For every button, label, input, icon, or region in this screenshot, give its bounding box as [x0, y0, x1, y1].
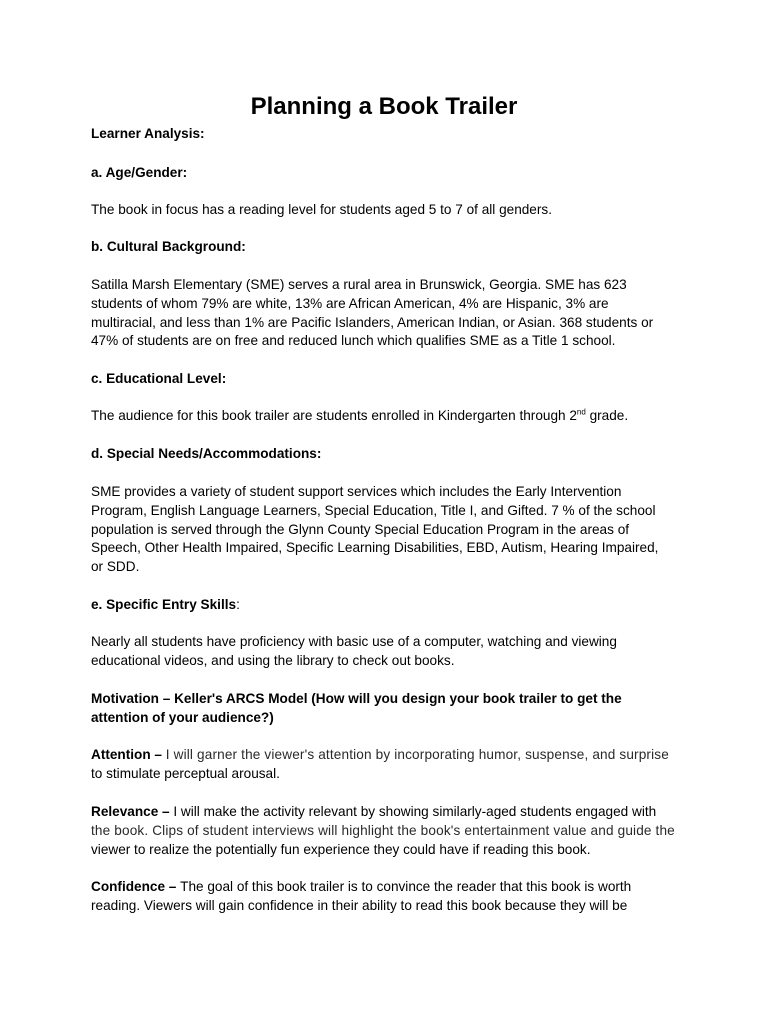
text-segment: grade.	[585, 408, 629, 423]
ordinal-suffix: nd	[576, 407, 586, 417]
text-line: to stimulate perceptual arousal.	[91, 765, 280, 781]
educational-level-heading: c. Educational Level:	[91, 371, 227, 386]
text-line: educational videos, and using the library to check out books.	[91, 652, 455, 668]
motivation-section	[91, 690, 691, 728]
text-segment: I will make the activity relevant by showing similarly-aged students engaged with	[173, 804, 657, 819]
text-line	[91, 803, 691, 822]
relevance-section	[91, 803, 691, 859]
learner-analysis-heading: Learner Analysis:	[91, 126, 205, 141]
text-line	[91, 690, 691, 709]
cultural-background-heading: b. Cultural Background:	[91, 239, 246, 254]
text-line	[91, 746, 691, 765]
attention-label: Attention –	[91, 747, 166, 762]
text-segment: Keller's ARCS Model (How will you design your book trailer to get the	[174, 691, 622, 706]
text-line: students of whom 79% are white, 13% are African American, 4% are Hispanic, 3% are	[91, 295, 609, 311]
text-line	[91, 878, 691, 897]
text-line: Nearly all students have proficiency with basic use of a computer, watching and viewing	[91, 634, 617, 649]
text-line: population is served through the Glynn County Special Education Program in the areas of	[91, 521, 630, 537]
text-line: SME provides a variety of student support services which includes the Early Intervention	[91, 484, 622, 499]
entry-skills-heading	[91, 596, 691, 615]
text-line: reading. Viewers will gain confidence in their ability to read this book because they will be	[91, 897, 628, 913]
text-segment: The audience for this book trailer are students enrolled in Kindergarten through 2	[91, 408, 577, 423]
confidence-label: Confidence –	[91, 879, 181, 894]
heading-label: e. Specific Entry Skills	[91, 597, 237, 612]
text-line: the book. Clips of student interviews will highlight the book's entertainment value and guide the	[91, 822, 675, 838]
age-gender-heading: a. Age/Gender:	[91, 165, 188, 180]
special-needs-text	[91, 483, 691, 577]
relevance-label: Relevance –	[91, 804, 174, 819]
text-line: Satilla Marsh Elementary (SME) serves a rural area in Brunswick, Georgia. SME has 623	[91, 277, 627, 292]
special-needs-heading: d. Special Needs/Accommodations:	[91, 446, 322, 461]
text-segment: The goal of this book trailer is to convince the reader that this book is worth	[180, 879, 632, 894]
text-segment: I will garner the viewer's attention by incorporating humor, suspense, and surprise	[165, 747, 669, 762]
age-gender-text: The book in focus has a reading level for students aged 5 to 7 of all genders.	[91, 202, 552, 217]
educational-level-text	[91, 407, 691, 426]
text-line: or SDD.	[91, 559, 140, 575]
text-line: multiracial, and less than 1% are Pacific Islanders, American Indian, or Asian. 368 students or	[91, 314, 654, 330]
text-line: attention of your audience?)	[91, 709, 274, 725]
entry-skills-text	[91, 633, 691, 671]
motivation-label: Motivation –	[91, 691, 175, 706]
cultural-background-text	[91, 276, 691, 351]
page-title: Planning a Book Trailer	[250, 93, 518, 120]
text-line: Program, English Language Learners, Special Education, Title I, and Gifted. 7 % of the school	[91, 502, 656, 518]
text-line: viewer to realize the potentially fun experience they could have if reading this book.	[91, 841, 591, 857]
heading-colon: :	[236, 597, 240, 612]
text-line: 47% of students are on free and reduced lunch which qualifies SME as a Title 1 school.	[91, 333, 616, 349]
confidence-section	[91, 878, 691, 916]
attention-section	[91, 746, 691, 784]
text-line: Speech, Other Health Impaired, Specific Learning Disabilities, EBD, Autism, Hearing Impaired,	[91, 540, 659, 556]
